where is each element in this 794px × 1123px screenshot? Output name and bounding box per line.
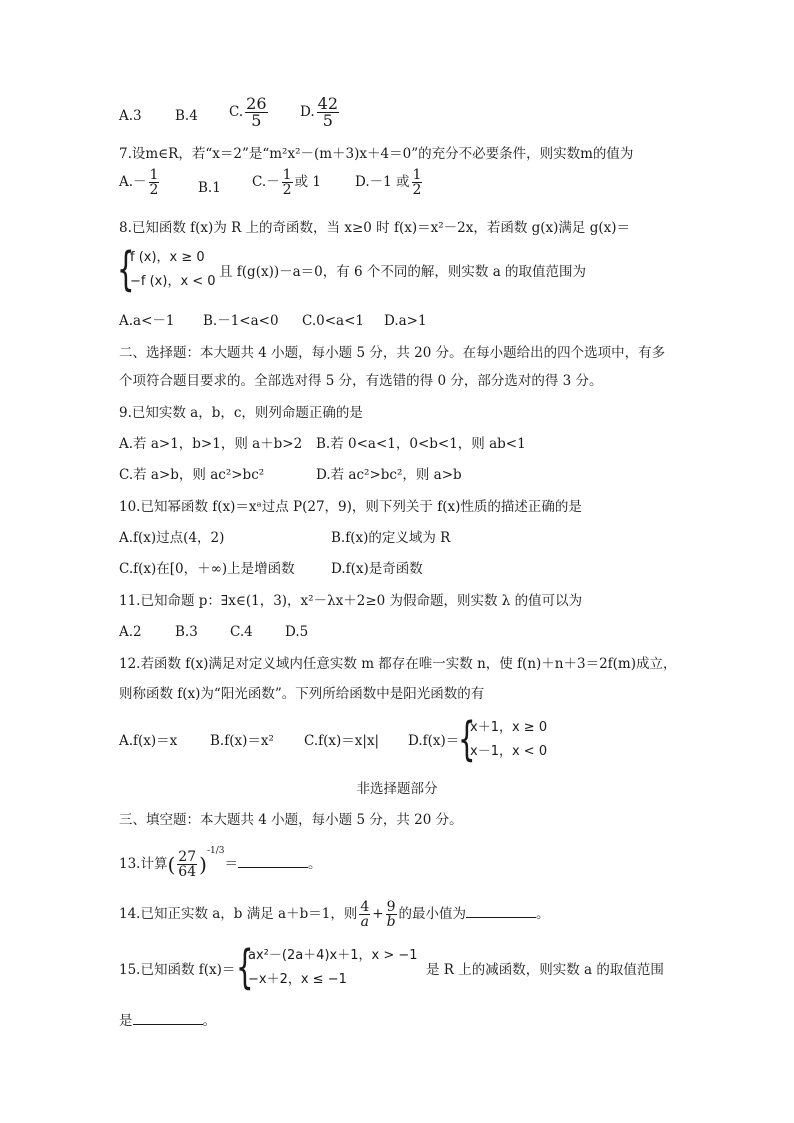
q9-option-a: A.若 a>1，b>1，则 a＋b>2 bbox=[119, 436, 303, 452]
fraction-numerator: 1 bbox=[412, 167, 422, 183]
q13-equals: ＝ bbox=[224, 856, 238, 872]
q13-prefix: 13.计算 bbox=[119, 856, 168, 872]
left-brace-icon: { bbox=[236, 940, 254, 994]
fraction-numerator: 27 bbox=[178, 849, 197, 865]
q14-prefix: 14.已知正实数 a，b 满足 a＋b＝1，则 bbox=[119, 906, 358, 922]
q13-period: 。 bbox=[307, 856, 322, 872]
q12-option-d-label: D.f(x)＝ bbox=[408, 733, 460, 749]
q12-option-d-case-1: x＋1，x ≥ 0 bbox=[470, 720, 548, 735]
close-paren: ) bbox=[199, 852, 207, 877]
q7-option-a-label: A.－ bbox=[119, 174, 147, 190]
q8-case-2: −f (x)，x < 0 bbox=[130, 274, 216, 289]
q14-period: 。 bbox=[536, 906, 550, 922]
q13-answer-blank[interactable] bbox=[238, 853, 308, 868]
q14-fraction-1 bbox=[359, 900, 370, 929]
q15-suffix: 是 R 上的减函数，则实数 a 的取值范围 bbox=[426, 962, 664, 978]
fraction-numerator: 4 bbox=[360, 899, 370, 915]
q7-option-a bbox=[119, 168, 161, 197]
section-2-heading-line-2: 个项符合题目要求的。全部选对得 5 分，有选错的得 0 分，部分选对的得 3 分。 bbox=[119, 373, 603, 389]
q12-option-b: B.f(x)＝x² bbox=[210, 733, 274, 749]
fraction-denominator: 5 bbox=[245, 112, 267, 129]
q6-option-c bbox=[229, 96, 270, 129]
q6-option-c-fraction bbox=[245, 96, 267, 129]
fraction-numerator: 1 bbox=[282, 167, 292, 183]
q9-option-b: B.若 0<a<1，0<b<1，则 ab<1 bbox=[316, 436, 526, 452]
q13-exponent: -1/3 bbox=[206, 845, 225, 856]
fraction-denominator: b bbox=[386, 914, 396, 930]
q12-stem-line-1: 12.若函数 f(x)满足对定义域内任意实数 m 都存在唯一实数 n，使 f(n)＋n＋3＝2f(m)成立， bbox=[119, 656, 677, 672]
q6-option-d-label: D. bbox=[300, 104, 315, 120]
q8-case-1: f (x)，x ≥ 0 bbox=[130, 250, 205, 265]
q12-option-d-case-2: x－1，x < 0 bbox=[470, 744, 548, 759]
q7-option-b: B.1 bbox=[198, 180, 221, 196]
section-3-heading: 三、填空题：本大题共 4 小题，每小题 5 分，共 20 分。 bbox=[119, 812, 463, 828]
q11-option-a: A.2 bbox=[119, 624, 142, 640]
q7-option-d-label: D.－1 或 bbox=[355, 174, 410, 190]
q11-option-c: C.4 bbox=[230, 624, 253, 640]
fraction-numerator: 1 bbox=[149, 167, 159, 183]
open-paren: ( bbox=[167, 852, 176, 877]
q8-option-d: D.a>1 bbox=[384, 313, 427, 329]
fraction-denominator: 64 bbox=[178, 864, 197, 880]
q10-stem: 10.已知幂函数 f(x)＝xᵃ过点 P(27，9)，则下列关于 f(x)性质的描述正确的是 bbox=[119, 499, 582, 515]
left-brace-icon: { bbox=[117, 242, 135, 296]
part-2-title: 非选择题部分 bbox=[356, 781, 438, 797]
fraction-denominator: 2 bbox=[149, 182, 159, 198]
q7-option-d-fraction bbox=[412, 168, 423, 197]
q7-stem: 7.设m∈R，若“x＝2”是“m²x²－(m＋3)x＋4＝0”的充分不必要条件，则实数m的值为 bbox=[119, 146, 634, 162]
q7-option-d bbox=[355, 168, 424, 197]
q15-line-2 bbox=[119, 1010, 216, 1031]
q12-stem-line-2: 则称函数 f(x)为“阳光函数”。下列所给函数中是阳光函数的有 bbox=[119, 686, 485, 702]
fraction-numerator: 26 bbox=[246, 94, 267, 113]
q7-option-c-label: C.－ bbox=[252, 174, 280, 190]
q10-option-c: C.f(x)在[0，＋∞)上是增函数 bbox=[119, 561, 295, 577]
fraction-numerator: 9 bbox=[386, 899, 396, 915]
q12-option-c: C.f(x)＝x|x| bbox=[304, 733, 380, 749]
q7-option-c-fraction bbox=[282, 168, 293, 197]
fraction-denominator: 5 bbox=[317, 112, 339, 129]
q14-suffix: 的最小值为 bbox=[398, 906, 467, 922]
q8-stem: 8.已知函数 f(x)为 R 上的奇函数，当 x≥0 时 f(x)＝x²－2x，若函数 g(x)满足 g(x)＝ bbox=[119, 220, 630, 236]
left-brace-icon: { bbox=[458, 712, 476, 766]
q14-fraction-2 bbox=[386, 900, 397, 929]
fraction-denominator: 2 bbox=[282, 182, 292, 198]
q6-option-a: A.3 bbox=[119, 108, 142, 124]
q6-option-b: B.4 bbox=[175, 108, 198, 124]
q7-option-a-fraction bbox=[149, 168, 160, 197]
q11-option-d: D.5 bbox=[285, 624, 309, 640]
q15-prefix: 15.已知函数 f(x)＝ bbox=[119, 962, 236, 978]
q6-option-c-label: C. bbox=[229, 104, 244, 120]
q7-option-c-suffix: 或 1 bbox=[294, 174, 321, 190]
fraction-denominator: 2 bbox=[412, 182, 422, 198]
q13-fraction bbox=[177, 850, 197, 879]
q8-option-a: A.a<－1 bbox=[119, 313, 175, 329]
q10-option-b: B.f(x)的定义域为 R bbox=[331, 530, 451, 546]
q15-period: 。 bbox=[202, 1013, 216, 1029]
q6-option-d bbox=[300, 96, 341, 129]
q15-answer-blank[interactable] bbox=[133, 1010, 203, 1025]
plus-sign: + bbox=[372, 906, 384, 922]
q15-case-1: ax²－(2a＋4)x＋1，x > −1 bbox=[248, 948, 418, 963]
q14-answer-blank[interactable] bbox=[466, 903, 536, 918]
q10-option-a: A.f(x)过点(4，2) bbox=[119, 530, 225, 546]
q9-option-c: C.若 a>b，则 ac²>bc² bbox=[119, 467, 265, 483]
q11-option-b: B.3 bbox=[175, 624, 198, 640]
q9-option-d: D.若 ac²>bc²，则 a>b bbox=[316, 467, 462, 483]
q9-stem: 9.已知实数 a，b，c，则列命题正确的是 bbox=[119, 405, 363, 421]
q6-option-d-fraction bbox=[317, 96, 339, 129]
q13 bbox=[119, 845, 322, 880]
q15-case-2: −x＋2，x ≤ −1 bbox=[248, 972, 347, 987]
fraction-denominator: a bbox=[360, 914, 369, 930]
q10-option-d: D.f(x)是奇函数 bbox=[331, 561, 423, 577]
q8-stem-continued: 且 f(g(x))－a＝0，有 6 个不同的解，则实数 a 的取值范围为 bbox=[219, 264, 587, 280]
q12-option-a: A.f(x)＝x bbox=[119, 733, 178, 749]
q15-line-2-prefix: 是 bbox=[119, 1013, 133, 1029]
q8-option-c: C.0<a<1 bbox=[302, 313, 364, 329]
section-2-heading-line-1: 二、选择题：本大题共 4 小题，每小题 5 分，共 20 分。在每小题给出的四个选项中，有多 bbox=[119, 345, 666, 361]
q8-option-b: B.－1<a<0 bbox=[203, 313, 279, 329]
q7-option-c bbox=[252, 168, 321, 197]
fraction-numerator: 42 bbox=[317, 94, 338, 113]
q11-stem: 11.已知命题 p：∃x∈(1，3)，x²－λx＋2≥0 为假命题，则实数 λ 的值可以为 bbox=[119, 593, 583, 609]
q14 bbox=[119, 900, 550, 929]
